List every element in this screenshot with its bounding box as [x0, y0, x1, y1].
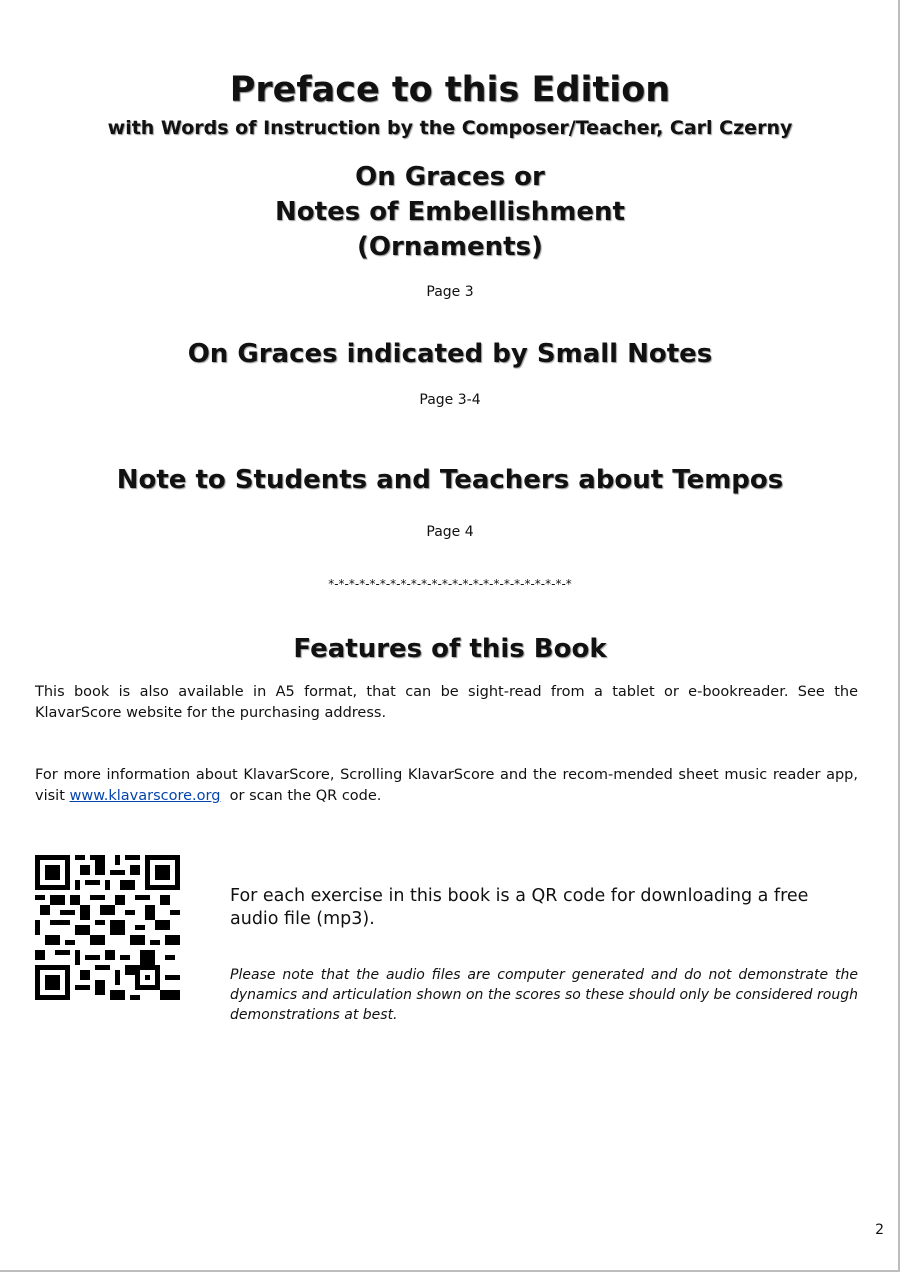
info-paragraph — [35, 765, 858, 807]
klavarscore-link[interactable]: www.klavarscore.org — [69, 788, 221, 804]
heading-line: Notes of Embellishment — [275, 197, 625, 227]
heading-line: On Graces or — [355, 162, 545, 192]
page-subtitle: with Words of Instruction by the Composer/Teacher, Carl Czerny — [107, 117, 793, 139]
section-heading-tempos: Note to Students and Teachers about Tempos — [116, 465, 784, 495]
format-paragraph: This book is also available in A5 format, that can be sight-read from a tablet or e-bookreader. See the KlavarScore website for the purchasing address. — [35, 684, 858, 721]
page-reference: Page 3 — [426, 284, 474, 300]
section-heading-ornaments — [0, 160, 900, 265]
info-text: For more information about KlavarScore, Scrolling KlavarScore and the recom-mended sheet music reader app, visit — [35, 767, 858, 804]
qr-code-icon — [35, 855, 180, 1000]
page-reference: Page 3-4 — [419, 392, 481, 408]
separator: *-*-*-*-*-*-*-*-*-*-*-*-*-*-*-*-*-*-*-*-*-*-*-* — [328, 577, 572, 591]
qr-description: For each exercise in this book is a QR code for downloading a free audio file (mp3). — [230, 886, 809, 929]
heading-line: (Ornaments) — [357, 232, 543, 262]
info-text: or scan the QR code. — [220, 788, 382, 804]
page-title: Preface to this Edition — [229, 70, 671, 110]
page-number: 2 — [875, 1222, 884, 1238]
audio-note: Please note that the audio files are computer generated and do not demonstrate the dynamics and articulation shown on the scores so these should only be considered rough demonstrations at best. — [230, 967, 858, 1023]
page-reference: Page 4 — [426, 524, 474, 540]
features-heading: Features of this Book — [293, 634, 607, 664]
section-heading-small-notes: On Graces indicated by Small Notes — [187, 339, 713, 369]
